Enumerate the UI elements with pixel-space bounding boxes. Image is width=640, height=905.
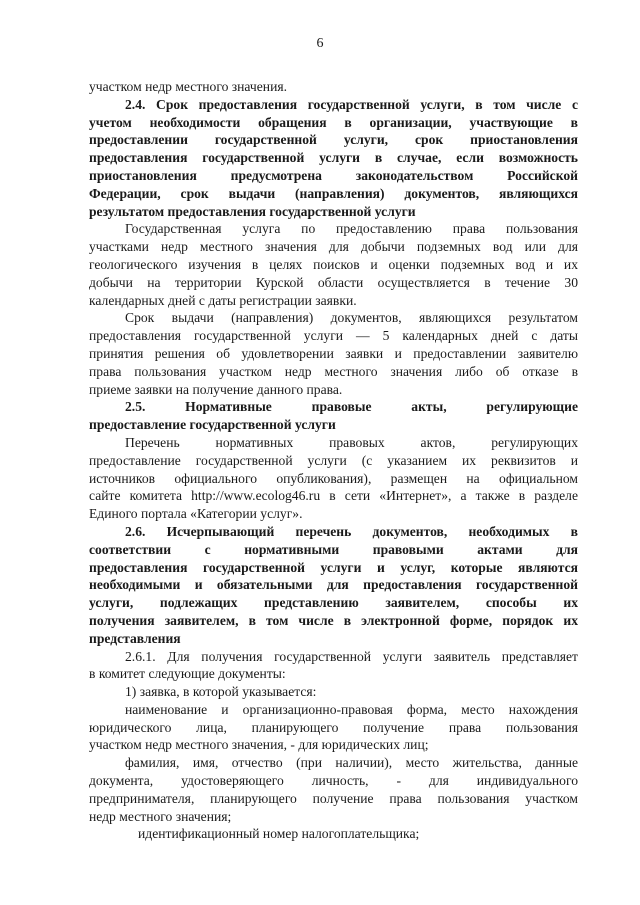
- heading-line: услуги, подлежащих представлению заявителем, способы их: [89, 595, 578, 611]
- heading-line: представления: [89, 630, 181, 646]
- text-line: принятия решения об удовлетворении заявки и предоставлении заявителю: [89, 345, 578, 361]
- text-line: календарных дней с даты регистрации заявки.: [89, 292, 357, 308]
- text-line: геологического изучения в целях поисков и оценки подземных вод и их: [89, 256, 578, 272]
- heading-line: предоставлении государственной услуги, срок приостановления: [89, 132, 578, 148]
- heading-line: Федерации, срок выдачи (направления) документов, являющихся: [89, 185, 578, 201]
- heading-line: получения заявителем, в том числе в электронной форме, порядок их: [89, 612, 578, 628]
- text-line: Единого портала «Категории услуг».: [89, 506, 303, 522]
- text-line: юридического лица, планирующего получение права пользования: [89, 719, 578, 735]
- text-line: в комитет следующие документы:: [89, 666, 286, 682]
- heading-line: предоставления государственной услуги в случае, если возможность: [89, 150, 578, 166]
- text-line: источников официального опубликования), размещен на официальном: [89, 470, 578, 486]
- heading-line: предоставление государственной услуги: [89, 417, 336, 433]
- text-line: недр местного значения;: [89, 808, 232, 824]
- document-body: [89, 78, 578, 843]
- heading-line: соответствии с нормативными правовыми актами для: [89, 541, 578, 557]
- page-number: 6: [316, 36, 324, 51]
- text-line: приеме заявки на получение данного права.: [89, 381, 343, 397]
- text-line: Перечень нормативных правовых актов, регулирующих: [125, 434, 578, 450]
- text-line: добычи на территории Курской области осуществляется в течение 30: [89, 274, 578, 290]
- heading-line: результатом предоставления государственной услуги: [89, 203, 416, 219]
- heading-line: учетом необходимости обращения в организации, участвующие в: [89, 114, 578, 130]
- text-line: участком недр местного значения.: [89, 79, 287, 94]
- text-line: предоставления государственной услуги — 5 календарных дней с даты: [89, 328, 578, 344]
- text-line: документа, удостоверяющего личность, - для индивидуального: [89, 773, 578, 789]
- text-line: участками недр местного значения для добычи подземных вод или для: [89, 239, 578, 255]
- text-line: Государственная услуга по предоставлению права пользования: [125, 221, 578, 237]
- text-line: сайте комитета http://www.ecolog46.ru в сети «Интернет», а также в разделе: [89, 488, 578, 504]
- text-line: участком недр местного значения, - для юридических лиц;: [89, 737, 429, 753]
- text-line: наименование и организационно-правовая форма, место нахождения: [125, 701, 578, 717]
- heading-line: приостановления предусмотрена законодательством Российской: [89, 167, 578, 183]
- text-line: предпринимателя, планирующего получение права пользования участком: [89, 790, 578, 806]
- text-line: идентификационный номер налогоплательщика;: [138, 826, 420, 842]
- text-line: предоставление государственной услуги (с указанием их реквизитов и: [89, 452, 578, 468]
- text-line: фамилия, имя, отчество (при наличии), место жительства, данные: [125, 755, 578, 771]
- heading-line: 2.6. Исчерпывающий перечень документов, необходимых в: [125, 523, 578, 539]
- text-line: 2.6.1. Для получения государственной услуги заявитель представляет: [125, 648, 578, 664]
- text-line: Срок выдачи (направления) документов, являющихся результатом: [125, 310, 578, 326]
- heading-line: 2.5. Нормативные правовые акты, регулирующие: [125, 399, 578, 415]
- text-line: права пользования участком недр местного значения либо об отказе в: [89, 363, 578, 379]
- text-line: 1) заявка, в которой указывается:: [125, 684, 317, 700]
- heading-line: необходимыми и обязательными для предоставления государственной: [89, 577, 578, 593]
- heading-line: 2.4. Срок предоставления государственной услуги, в том числе с: [125, 96, 578, 112]
- heading-line: предоставления государственной услуги и услуг, которые являются: [89, 559, 578, 575]
